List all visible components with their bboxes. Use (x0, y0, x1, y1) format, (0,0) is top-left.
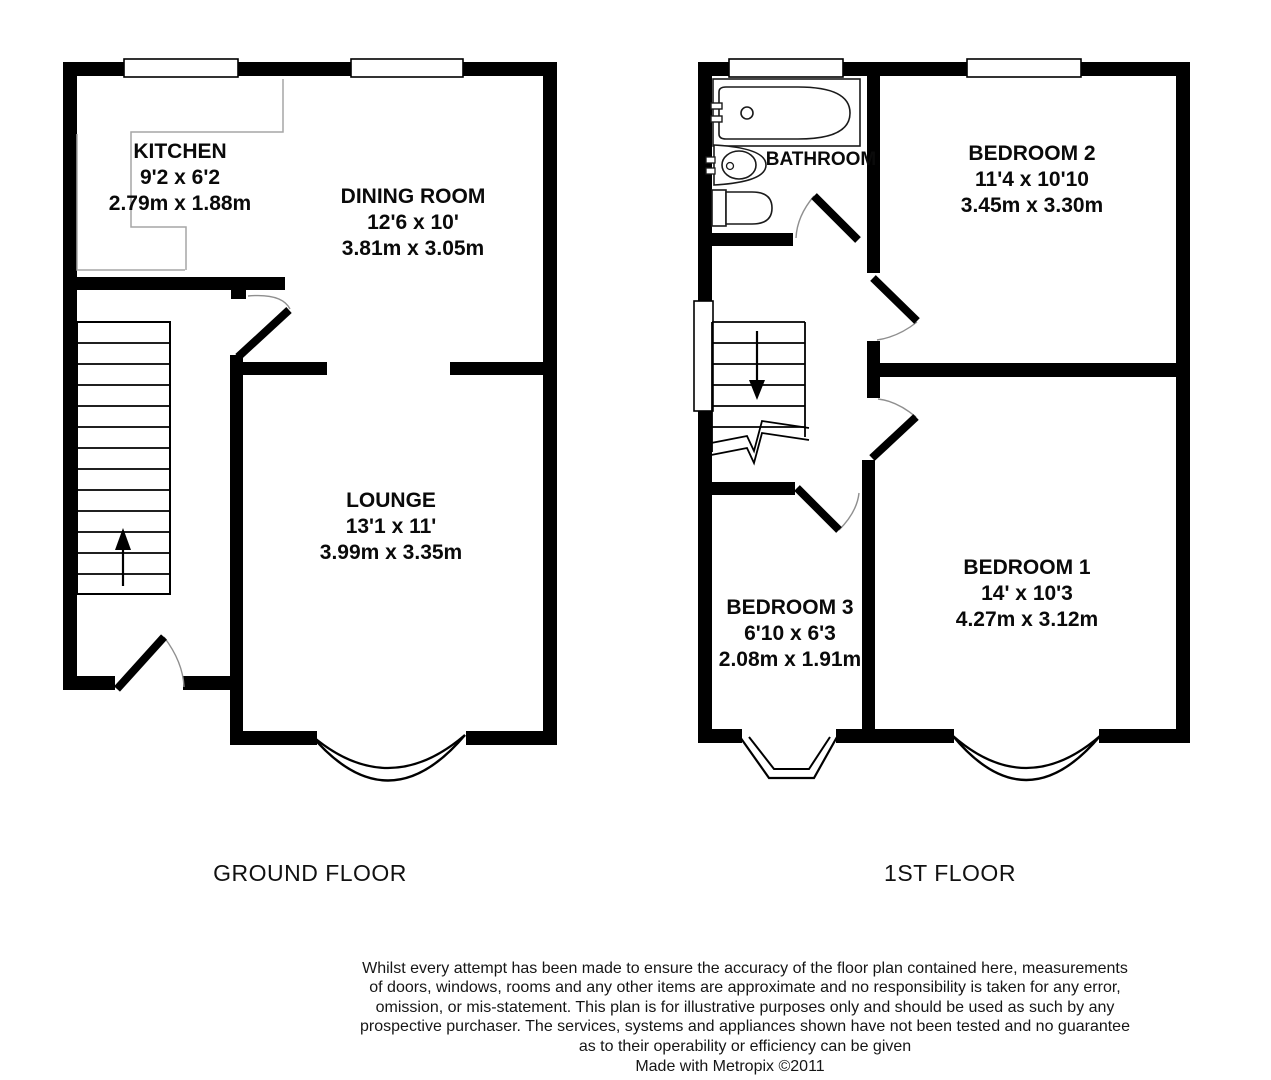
wall-lounge-bottom-right (466, 731, 557, 745)
dining-room-label (341, 185, 486, 260)
room-name: KITCHEN (133, 140, 227, 163)
kitchen-door (238, 296, 290, 357)
staircase-down (706, 322, 809, 463)
first-floor-plan (694, 59, 1190, 886)
kitchen-label (109, 140, 251, 215)
room-size-metric: 4.27m x 3.12m (955, 608, 1099, 631)
wall-left-lower (698, 410, 712, 743)
stairs-down-arrow-icon (749, 331, 765, 400)
room-size-metric: 3.99m x 3.35m (319, 541, 463, 564)
lounge-label (320, 489, 462, 564)
bath-tap (711, 116, 722, 122)
wall-bottom-right (1099, 729, 1190, 743)
window-landing (694, 301, 713, 411)
wall-bathroom-bedroom2 (867, 74, 880, 273)
toilet-icon (712, 190, 772, 226)
bathroom-label: BATHROOM (765, 149, 877, 170)
bedroom1-door (872, 399, 916, 458)
room-name: BEDROOM 2 (968, 142, 1096, 165)
first-floor-title: 1ST FLOOR (884, 860, 1016, 886)
wall-right (543, 62, 557, 745)
wall-kitchen-hall (63, 277, 285, 290)
bay-window-lounge (311, 735, 465, 781)
wall-bathroom-bottom (698, 233, 793, 246)
bay-window-bedroom3 (740, 737, 837, 778)
room-name: DINING ROOM (340, 185, 486, 208)
wall-dining-lounge-left (242, 362, 327, 375)
room-size-imperial: 14' x 10'3 (981, 582, 1073, 605)
disclaimer-line: omission, or mis-statement. This plan is for illustrative purposes only and should be used as such by any (375, 999, 1115, 1016)
room-size-imperial: 13'1 x 11' (345, 515, 437, 538)
bedroom2-label (961, 142, 1103, 217)
wall-hall-bottom-left (63, 676, 115, 690)
bathroom-door (796, 196, 858, 240)
bedroom3-label (719, 596, 861, 671)
sink-icon (706, 145, 766, 185)
bay-window-bedroom1 (953, 736, 1100, 780)
wall-bottom-mid (836, 729, 954, 743)
wall-bedroom1-bedroom2 (867, 363, 1190, 377)
room-name: LOUNGE (346, 489, 436, 512)
window-kitchen (124, 59, 238, 77)
room-size-metric: 2.08m x 1.91m (718, 648, 862, 671)
disclaimer-line: as to their operability or efficiency can be given (578, 1038, 912, 1055)
ground-floor-title: GROUND FLOOR (213, 860, 407, 886)
bathtub-icon (711, 79, 860, 146)
window-dining (351, 59, 463, 77)
wall-right (1176, 62, 1190, 743)
bedroom2-door (873, 278, 917, 340)
door-jamb-nub (231, 288, 246, 299)
disclaimer-block (360, 960, 1130, 1075)
bath-tap (711, 103, 722, 109)
room-size-metric: 3.45m x 3.30m (960, 194, 1104, 217)
wall-lounge-bottom-left (230, 731, 317, 745)
disclaimer-line: of doors, windows, rooms and any other items are approximate and no responsibility is taken for any error, (369, 979, 1121, 996)
disclaimer-line: prospective purchaser. The services, systems and appliances shown have not been tested and no guarantee (360, 1018, 1130, 1035)
wall-bottom-left (698, 729, 742, 743)
bedroom3-door (797, 488, 859, 530)
room-size-metric: 2.79m x 1.88m (108, 192, 252, 215)
sink-tap (706, 168, 715, 174)
window-bathroom (729, 59, 843, 77)
wall-bedroom3-top (698, 482, 795, 495)
sink-tap (706, 157, 715, 163)
wall-dining-lounge-right (450, 362, 557, 375)
wall-hall-bottom-right (183, 676, 232, 690)
room-size-imperial: 9'2 x 6'2 (139, 166, 221, 189)
wall-left (63, 62, 77, 690)
room-size-imperial: 6'10 x 6'3 (744, 622, 836, 645)
disclaimer-line: Whilst every attempt has been made to ensure the accuracy of the floor plan contained here, measurements (362, 960, 1128, 977)
front-door (117, 637, 184, 689)
bedroom1-label (956, 556, 1098, 631)
staircase-up (77, 322, 170, 594)
metropix-credit: Made with Metropix ©2011 (635, 1058, 825, 1075)
room-name: BEDROOM 3 (726, 596, 854, 619)
room-size-metric: 3.81m x 3.05m (341, 237, 485, 260)
window-bedroom2 (967, 59, 1081, 77)
room-name: BEDROOM 1 (963, 556, 1091, 579)
room-size-imperial: 11'4 x 10'10 (975, 168, 1089, 191)
wall-left-upper (698, 62, 712, 302)
ground-floor-plan (63, 59, 557, 886)
wall-bedroom3-bedroom1 (862, 460, 875, 743)
room-size-imperial: 12'6 x 10' (367, 211, 459, 234)
